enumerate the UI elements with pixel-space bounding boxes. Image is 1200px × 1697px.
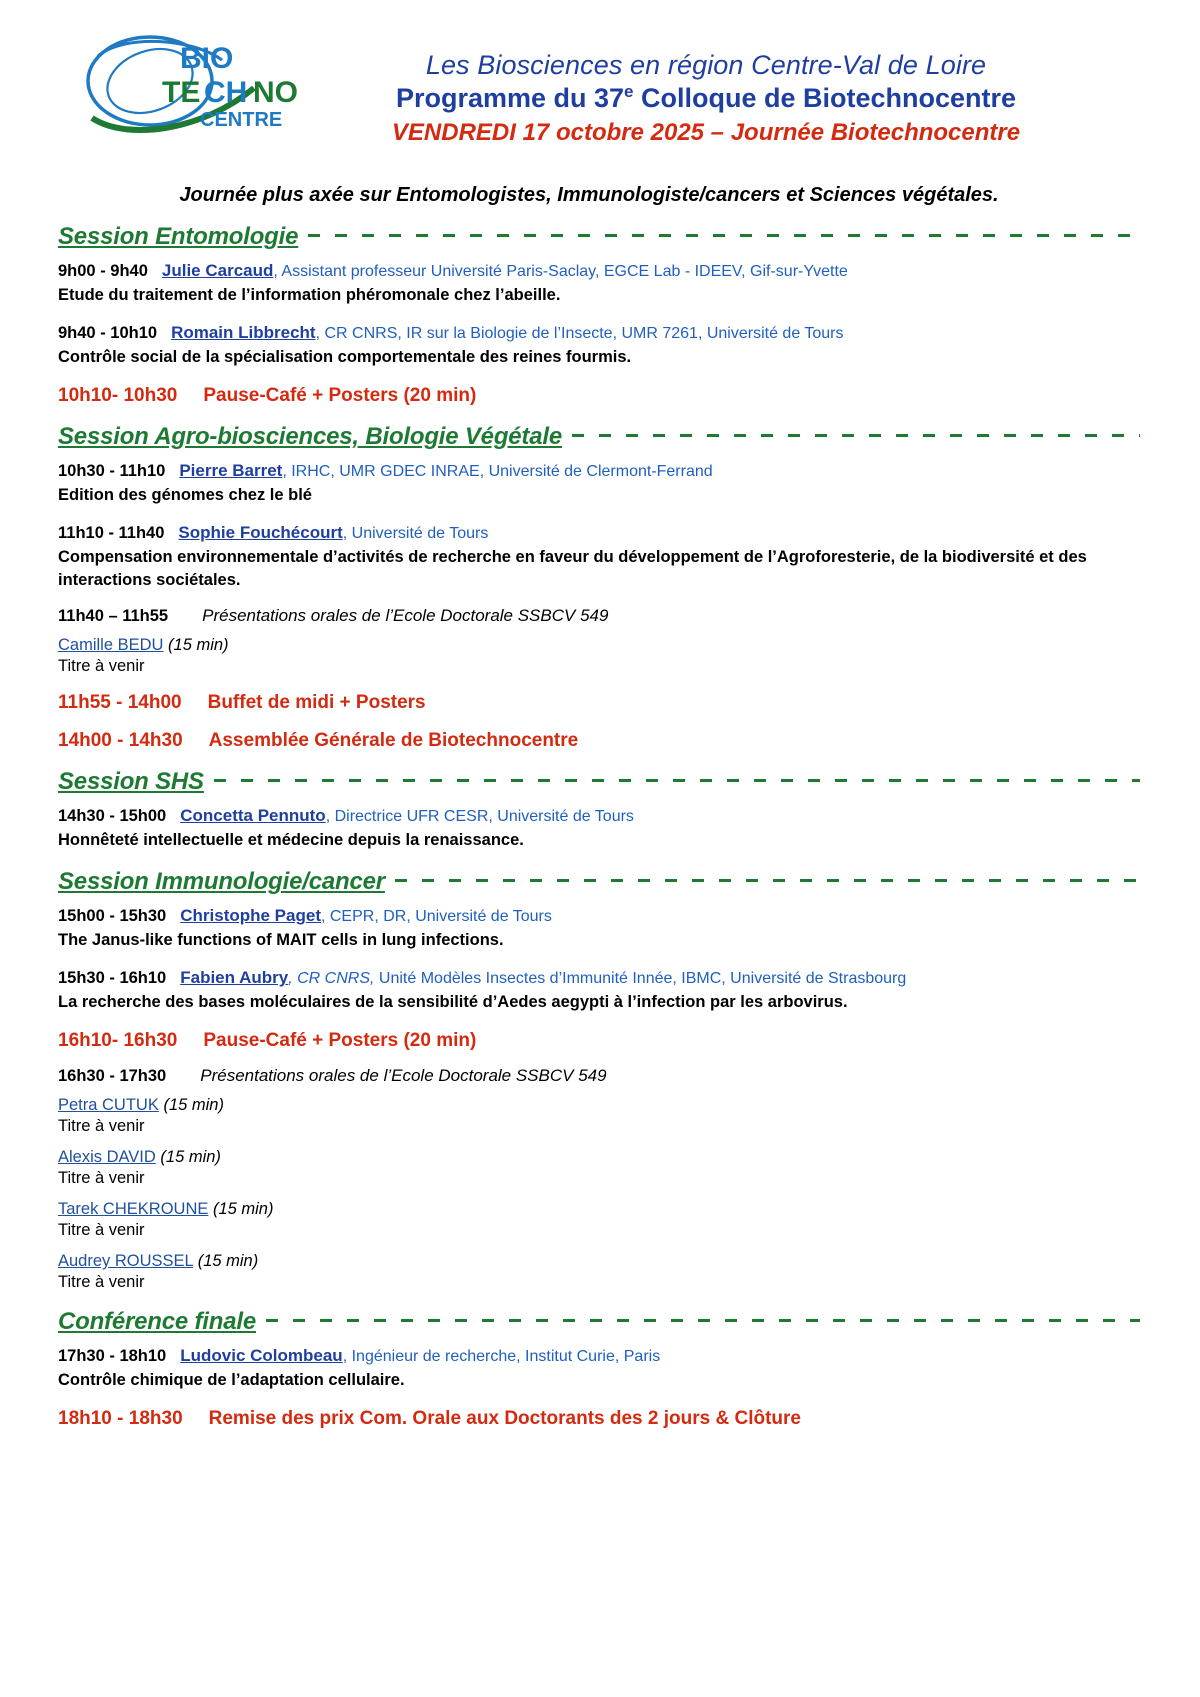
talk-affiliation: , IRHC, UMR GDEC INRAE, Université de Clermont-Ferrand [282,463,713,481]
talk-speaker[interactable]: Julie Carcaud [161,261,274,280]
student-talk-title: Titre à venir [58,1273,145,1292]
talk-speaker[interactable]: Fabien Aubry [180,968,289,988]
session-dashed-rule [395,879,1140,882]
ed-session-header [58,606,1140,626]
session-title: Session Agro-biosciences, Biologie Végétale [58,423,562,451]
talk-time: 15h00 - 15h30 [58,907,167,926]
session-header-agro-biosciences [58,423,1140,451]
session-header-shs [58,768,1140,796]
talk-speaker[interactable]: Pierre Barret [179,461,283,481]
talk-affiliation: , Université de Tours [342,525,489,543]
session-dashed-rule [572,434,1140,437]
talk-title: Etude du traitement de l’information phéromonale chez l’abeille. [58,285,561,304]
student-duration: (15 min) [168,636,229,655]
talk-header [58,804,1140,829]
break-label: Assemblée Générale de Biotechnocentre [208,730,579,752]
talk-header [58,1344,1140,1369]
student-talk-title: Titre à venir [58,1221,145,1240]
talk-time: 14h30 - 15h00 [58,807,167,826]
session-header-conference-finale [58,1308,1140,1336]
talk-affiliation: , CR CNRS, IR sur la Biologie de l’Insecte, UMR 7261, Université de Tours [315,325,844,343]
document-subtitle: Journée plus axée sur Entomologistes, Immunologiste/cancers et Sciences végétales. [179,184,999,206]
document-header [58,18,1140,158]
student-duration: (15 min) [197,1252,259,1271]
talk-item [58,459,1140,507]
session-title: Session Entomologie [58,223,299,250]
break-item [58,385,1140,407]
talk-time: 10h30 - 11h10 [58,462,166,481]
svg-text:TE: TE [162,76,201,109]
ed-session-header [58,1066,1140,1086]
student-name[interactable]: Audrey ROUSSEL [58,1252,194,1271]
session-dashed-rule [266,1319,1140,1322]
break-time: 18h10 - 18h30 [58,1408,183,1430]
student-name[interactable]: Petra CUTUK [58,1096,159,1115]
title-line-2-sup: e [624,82,634,102]
ed-session-time: 16h30 - 17h30 [58,1067,167,1086]
talk-affiliation: , CEPR, DR, Université de Tours [320,908,552,926]
break-time: 11h55 - 14h00 [58,692,182,714]
talk-affiliation: , Directrice UFR CESR, Université de Tours [325,808,634,826]
break-item [58,730,1140,752]
talk-speaker[interactable]: Romain Libbrecht [171,323,316,343]
student-duration: (15 min) [163,1096,224,1115]
talk-title: La recherche des bases moléculaires de la sensibilité d’Aedes aegypti à l’infection par les arbovirus. [58,993,848,1012]
talk-affiliation: , Ingénieur de recherche, Institut Curie, Paris [342,1348,661,1366]
talk-header [58,966,1140,991]
talk-title: Honnêteté intellectuelle et médecine depuis la renaissance. [58,831,524,850]
talk-affiliation-role: , CR CNRS, [288,970,375,988]
talk-item [58,904,1140,952]
title-line-1: Les Biosciences en région Centre-Val de Loire [425,50,987,80]
session-dashed-rule [214,779,1140,782]
svg-text:CENTRE: CENTRE [200,109,283,131]
talk-item [58,521,1140,592]
break-item [58,1030,1140,1052]
talk-time: 9h00 - 9h40 [58,262,148,280]
talk-item [58,804,1140,852]
talk-speaker[interactable]: Sophie Fouchécourt [178,523,343,543]
break-item [58,1408,1140,1430]
talk-title: Compensation environnementale d’activités de recherche en faveur du développement de l’Agroforesterie, de la biodiversité et des interactions sociétales. [58,547,1087,590]
student-entry [58,1148,1140,1167]
student-duration: (15 min) [160,1148,221,1167]
talk-title: The Janus-like functions of MAIT cells in lung infections. [58,931,504,950]
talk-item [58,321,1140,369]
break-time: 14h00 - 14h30 [58,730,183,752]
title-line-3: VENDREDI 17 octobre 2025 – Journée Biotechnocentre [391,119,1021,147]
talk-time: 11h10 - 11h40 [58,524,165,543]
talk-title: Contrôle social de la spécialisation comportementale des reines fourmis. [58,347,632,366]
svg-text:CH: CH [204,76,248,109]
student-entry [58,1252,1140,1271]
student-name[interactable]: Tarek CHEKROUNE [58,1200,209,1219]
talk-header [58,459,1140,484]
talk-header [58,904,1140,929]
break-label: Pause-Café + Posters (20 min) [203,385,477,407]
talk-header [58,321,1140,346]
talk-speaker[interactable]: Christophe Paget [180,906,321,926]
break-label: Pause-Café + Posters (20 min) [203,1030,477,1052]
session-header-immunologie-cancer [58,868,1140,896]
break-label: Buffet de midi + Posters [207,692,426,714]
svg-text:NO: NO [253,76,298,109]
student-entry [58,636,1140,655]
student-duration: (15 min) [212,1200,274,1219]
ed-session-time: 11h40 – 11h55 [58,607,169,626]
talk-item [58,966,1140,1014]
title-line-2 [272,81,1140,116]
student-talk-title: Titre à venir [58,657,145,676]
title-line-2-post: Colloque de Biotechnocentre [633,83,1017,114]
talk-speaker[interactable]: Concetta Pennuto [180,806,326,826]
talk-time: 17h30 - 18h10 [58,1347,167,1366]
student-entry [58,1200,1140,1219]
session-dashed-rule [308,234,1140,237]
talk-header [58,521,1140,546]
break-time: 10h10- 10h30 [58,385,178,407]
talk-title: Edition des génomes chez le blé [58,485,312,504]
session-title: Session SHS [58,768,204,796]
talk-title: Contrôle chimique de l’adaptation cellulaire. [58,1371,405,1390]
talk-affiliation: Unité Modèles Insectes d’Immunité Innée, IBMC, Université de Strasbourg [374,970,907,988]
session-header-entomologie [58,223,1140,251]
svg-text:BIO: BIO [180,42,234,75]
talk-item [58,259,1140,307]
student-talk-title: Titre à venir [58,1169,145,1188]
student-entry [58,1096,1140,1115]
break-time: 16h10- 16h30 [58,1030,178,1052]
header-titles [272,18,1140,150]
talk-header [58,259,1140,284]
talk-time: 9h40 - 10h10 [58,324,158,343]
talk-item [58,1344,1140,1392]
student-name[interactable]: Camille BEDU [58,636,164,655]
break-item [58,692,1140,714]
session-title: Session Immunologie/cancer [58,868,385,896]
ed-session-label: Présentations orales de l’Ecole Doctorale SSBCV 549 [202,606,609,626]
talk-time: 15h30 - 16h10 [58,969,167,988]
student-talk-title: Titre à venir [58,1117,145,1136]
talk-speaker[interactable]: Ludovic Colombeau [180,1346,343,1366]
student-name[interactable]: Alexis DAVID [58,1148,156,1167]
break-label: Remise des prix Com. Orale aux Doctorants des 2 jours & Clôture [208,1408,801,1430]
biotechnocentre-logo [72,26,302,151]
session-title: Conférence finale [58,1308,256,1336]
talk-affiliation: , Assistant professeur Université Paris-Saclay, EGCE Lab - IDEEV, Gif-sur-Yvette [273,263,848,280]
title-line-2-pre: Programme du 37 [395,83,625,114]
ed-session-label: Présentations orales de l’Ecole Doctorale SSBCV 549 [200,1066,607,1086]
